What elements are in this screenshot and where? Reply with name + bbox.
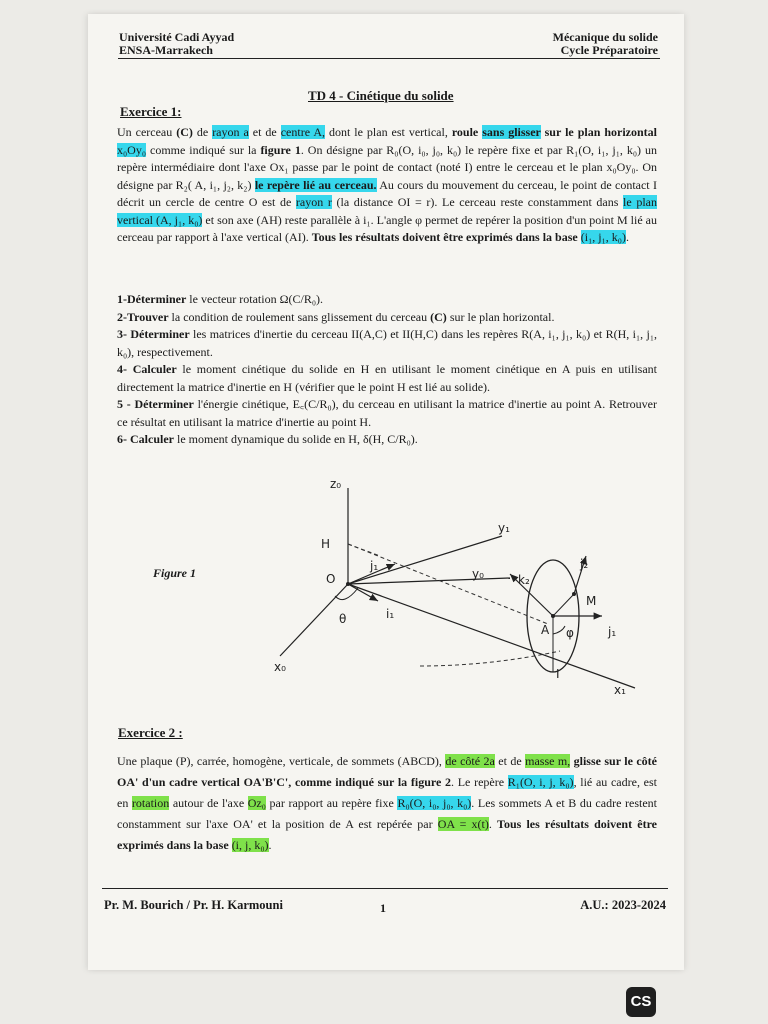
- figure-1-caption: Figure 1: [153, 566, 197, 580]
- j1-a-label: j₁: [608, 625, 617, 639]
- m-label: M: [586, 594, 597, 608]
- university-name: Université Cadi Ayyad: [119, 30, 235, 44]
- course-level: Cycle Préparatoire: [560, 43, 658, 57]
- h-label: H: [321, 537, 331, 551]
- header-divider: [118, 58, 660, 59]
- exercise-1-heading: Exercice 1:: [120, 104, 182, 119]
- question-3: 3- Déterminer les matrices d'inertie du cerceau II(A,C) et II(H,C) dans les repères R(A, i₁, j₁, k₀) et R(H, i₁, j₁, k₀), respectivement.: [117, 327, 658, 359]
- z0-label: z₀: [330, 477, 342, 491]
- point-a: [551, 614, 555, 618]
- a-label: A: [541, 623, 550, 637]
- question-1: 1-Déterminer le vecteur rotation Ω(C/R₀).: [117, 292, 324, 306]
- question-6: 6- Calculer le moment dynamique du solide en H, δ(H, C/R₀).: [117, 432, 418, 446]
- y1-label: y₁: [498, 521, 510, 535]
- academic-year: A.U.: 2023-2024: [580, 898, 666, 912]
- question-2: 2-Trouver la condition de roulement sans glissement du cerceau (C) sur le plan horizontal.: [117, 309, 555, 324]
- y0-axis: [348, 578, 510, 584]
- question-4: 4- Calculer le moment cinétique du solide en H en utilisant le moment cinétique en A puis en utilisant directement la matrice d'inertie en H (vérifier que le point H est lié au solide).: [117, 362, 658, 394]
- question-5: 5 - Déterminer l'énergie cinétique, E꜀(C/R₀), du cerceau en utilisant la matrice d'inertie au point A. Retrouver ce résultat en utilisant la matrice d'inertie au point H.: [117, 397, 657, 429]
- footer-divider: [102, 888, 668, 889]
- k2-vector: [510, 574, 553, 616]
- footer-authors: Pr. M. Bourich / Pr. H. Karmouni: [104, 898, 283, 912]
- figure-1-diagram: [240, 466, 660, 706]
- course-name: Mécanique du solide: [552, 30, 658, 44]
- o-label: O: [326, 572, 336, 586]
- point-m: [572, 592, 576, 596]
- exercise-2-statement: Une plaque (P), carrée, homogène, verticale, de sommets (ABCD), de côté 2a et de masse m, glisse sur le côté OA' d'un cadre vertical OA'B'C', comme indiqué sur la figure 2. Le repère R₁(O, i, j, k₀), lié au cadre, est en rotation autour de l'axe Oz₀ par rapport au repère fixe R₀(O, i₀, j₀, k₀). Les sommets A et B du cadre restent constamment sur l'axe OA' et la position de A est repérée par OA = x(t). Tous les résultats doivent être exprimés dans la base (i, j, k₀).: [117, 754, 658, 852]
- camscanner-logo: CS: [626, 987, 656, 1017]
- exercise-2-heading: Exercice 2 :: [118, 725, 183, 740]
- i1-label: i₁: [386, 607, 395, 621]
- x0-label: x₀: [274, 660, 286, 674]
- phi-arc: [553, 626, 565, 634]
- school-name: ENSA-Marrakech: [119, 43, 213, 57]
- point-o: [346, 582, 350, 586]
- theta-label: θ: [339, 612, 347, 626]
- phi-label: φ: [566, 626, 574, 640]
- i1-vector: [348, 584, 378, 601]
- j2-label: j₂: [580, 557, 589, 571]
- k2-label: k₂: [518, 573, 530, 587]
- page-title: TD 4 - Cinétique du solide: [308, 88, 454, 103]
- page-number: 1: [380, 901, 386, 915]
- exercise-1-statement: Un cerceau (C) de rayon a et de centre A, dont le plan est vertical, roule sans glisser sur le plan horizontal x₀Oy₀ comme indiqué sur la figure 1. On désigne par R₀(O, i₀, j₀, k₀) le repère fixe et par R₁(O, i₁, j₁, k₀) un repère intermédiaire dont l'axe Ox₁ passe par le point de contact (noté I) entre le cerceau et le plan x₀Oy₀. On désigne par R₂( A, i₁, j₂, k₂) le repère lié au cerceau. Au cours du mouvement du cerceau, le point de contact I décrit un cercle de centre O est de rayon r (la distance OI = r). Le cerceau reste constamment dans le plan vertical (A, j₁, k₀) et son axe (AH) reste parallèle à i₁. L'angle φ permet de repérer la position d'un point M lié au cerceau par rapport à l'axe vertical (AI). Tous les résultats doivent être exprimés dans la base (i₁, j₁, k₀).: [117, 125, 658, 244]
- exercise-1-questions: [117, 291, 657, 449]
- j1-o-label: j₁: [370, 559, 379, 573]
- am-line: [553, 594, 574, 616]
- i-label: I: [556, 667, 560, 681]
- x1-label: x₁: [614, 683, 626, 697]
- y0-label: y₀: [472, 567, 484, 581]
- x0-axis: [280, 584, 348, 656]
